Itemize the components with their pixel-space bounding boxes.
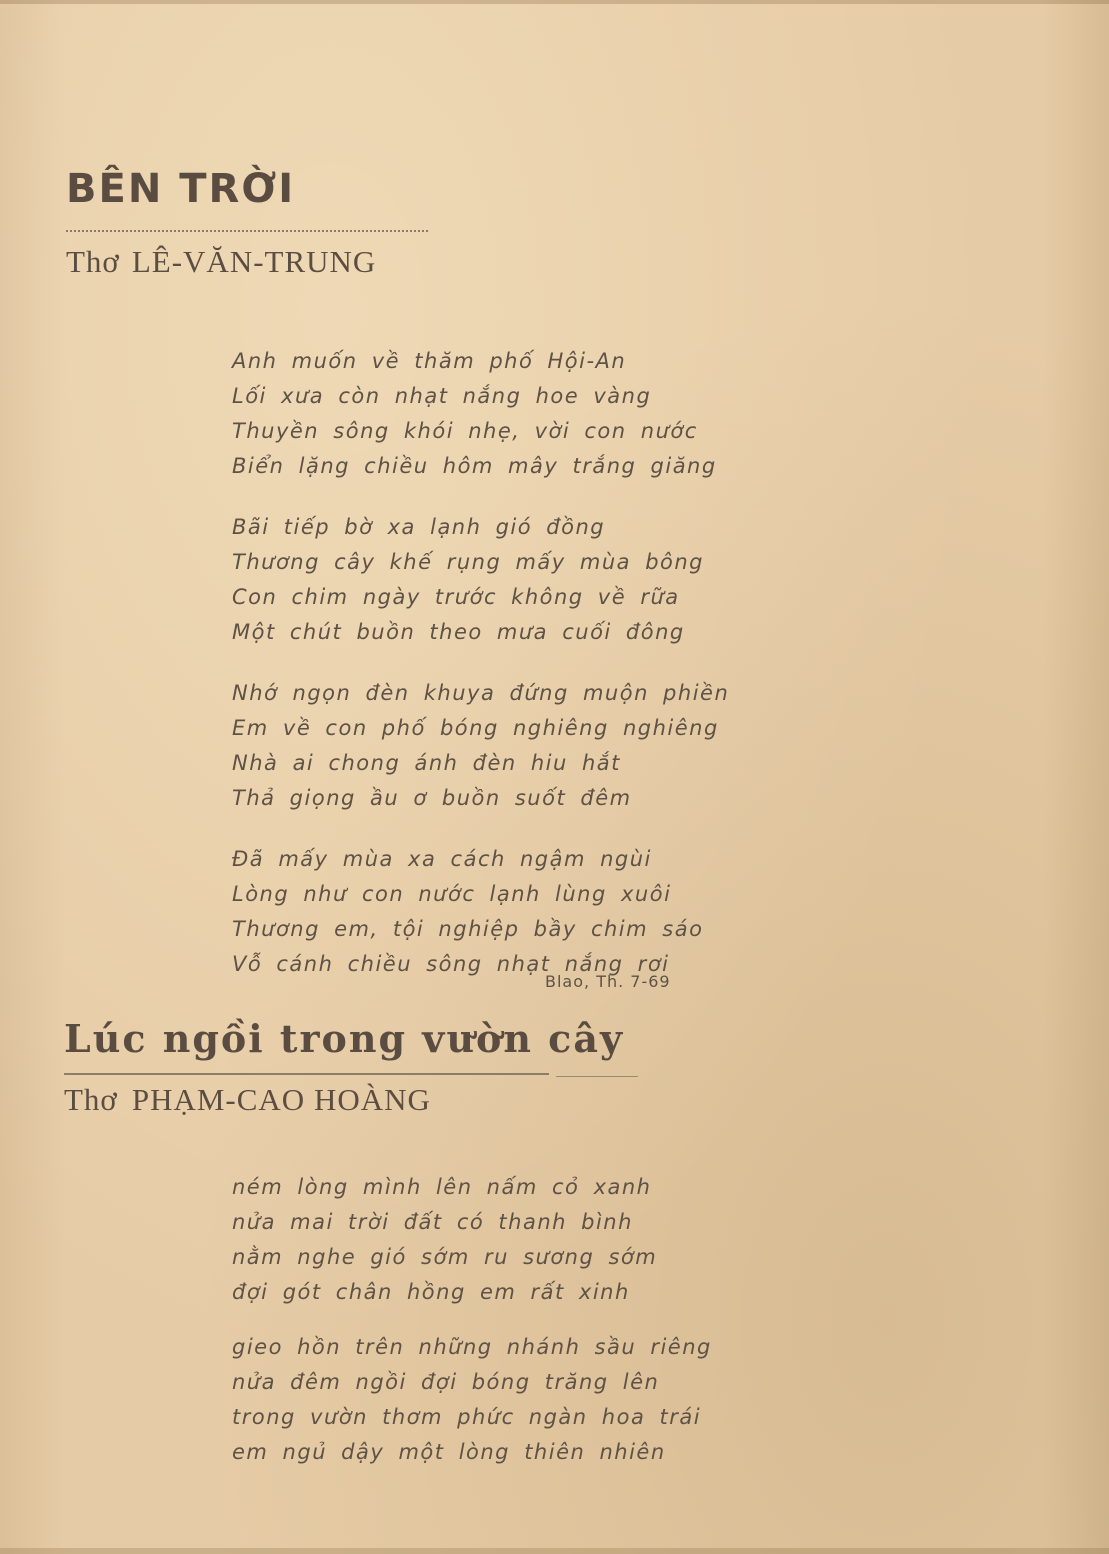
verse-line: nằm nghe gió sớm ru sương sớm (232, 1245, 658, 1269)
title-divider (64, 1073, 549, 1075)
verse-line: Vỗ cánh chiều sông nhạt nắng rơi (232, 952, 670, 976)
verse-line: Nhớ ngọn đèn khuya đứng muộn phiền (232, 681, 730, 705)
verse-line: Nhà ai chong ánh đèn hiu hắt (232, 751, 621, 775)
stanza (232, 676, 792, 816)
verse-line: Anh muốn về thăm phố Hội-An (232, 349, 627, 373)
poet-name: LÊ-VĂN-TRUNG (131, 244, 377, 279)
verse-line: nửa mai trời đất có thanh bình (232, 1210, 633, 1234)
poet-byline (66, 244, 376, 280)
poem-title: Lúc ngồi trong vườn cây (64, 1016, 625, 1061)
verse-line: Thương em, tội nghiệp bầy chim sáo (232, 917, 704, 941)
stanza (232, 344, 792, 484)
poet-byline (64, 1082, 431, 1118)
verse-line: Biển lặng chiều hôm mây trắng giăng (232, 454, 717, 478)
verse-line: Con chim ngày trước không về rữa (232, 585, 680, 609)
verse-line: Lối xưa còn nhạt nắng hoe vàng (232, 384, 652, 408)
verse-line: em ngủ dậy một lòng thiên nhiên (232, 1440, 666, 1464)
title-divider (66, 230, 428, 232)
poet-prefix: Thơ (66, 244, 120, 279)
page-edge-top (0, 0, 1109, 4)
stanza (232, 1330, 792, 1470)
stanza (232, 510, 792, 650)
title-divider-short (556, 1076, 638, 1077)
verse-line: gieo hồn trên những nhánh sầu riêng (232, 1335, 712, 1359)
poem-title: BÊN TRỜI (66, 166, 296, 212)
verse-line: Bãi tiếp bờ xa lạnh gió đồng (232, 515, 606, 539)
dateline: Blao, Th. 7-69 (545, 972, 671, 991)
verse-line: Đã mấy mùa xa cách ngậm ngùi (232, 847, 652, 871)
poet-name: PHẠM-CAO HOÀNG (131, 1082, 431, 1117)
poem-body (232, 1170, 792, 1490)
verse-line: nửa đêm ngồi đợi bóng trăng lên (232, 1370, 660, 1394)
verse-line: ném lòng mình lên nấm cỏ xanh (232, 1175, 652, 1199)
verse-line: Thả giọng ầu ơ buồn suốt đêm (232, 786, 632, 810)
verse-line: Lòng như con nước lạnh lùng xuôi (232, 882, 672, 906)
verse-line: Một chút buồn theo mưa cuối đông (232, 620, 685, 644)
stanza (232, 842, 792, 982)
page-edge-bottom (0, 1548, 1109, 1554)
poet-prefix: Thơ (64, 1082, 118, 1117)
verse-line: Thuyền sông khói nhẹ, vời con nước (232, 419, 698, 443)
stanza (232, 1170, 792, 1310)
verse-line: đợi gót chân hồng em rất xinh (232, 1280, 630, 1304)
verse-line: Thương cây khế rụng mấy mùa bông (232, 550, 705, 574)
verse-line: Em về con phố bóng nghiêng nghiêng (232, 716, 719, 740)
poem-body (232, 344, 792, 1008)
verse-line: trong vườn thơm phức ngàn hoa trái (232, 1405, 702, 1429)
